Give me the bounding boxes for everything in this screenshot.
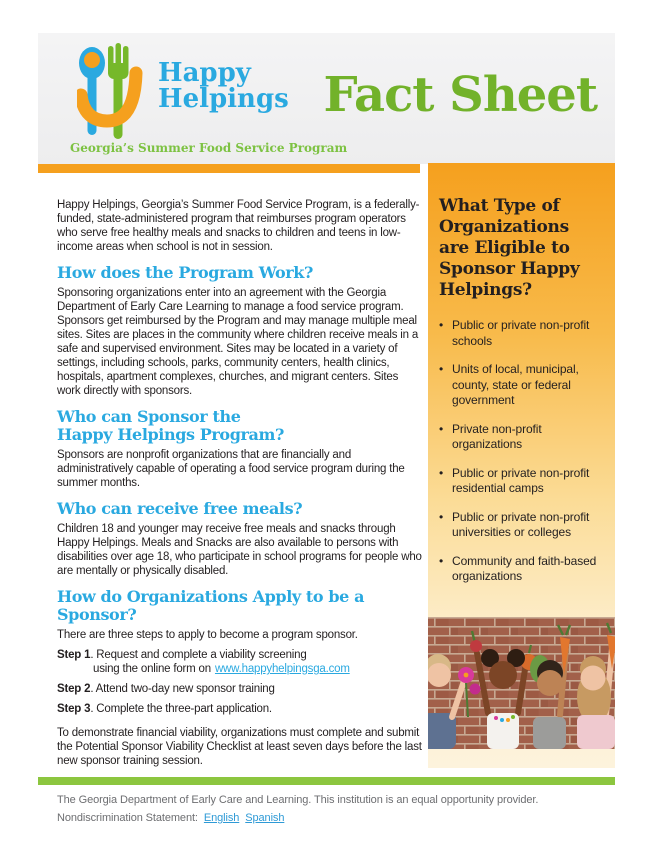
brand-name: [158, 60, 289, 112]
list-item-text: Public or private non-profit schools: [452, 318, 590, 348]
section-body-program-work: Sponsoring organizations enter into an agreement with the Georgia Department of Early Care Learning to manage a food service program. Sponsors get reimbursed by the Program and may manage multiple meal sites. Sites are places in the community where children receive meals in a safe and supervised environment. Sites may be located in a variety of settings, including schools, parks, community centers, health clinics, hospitals, apartment complexes, churches, and migrant centers. Sites work directly with sponsors.: [57, 287, 419, 397]
bullet-icon: •: [439, 421, 444, 436]
green-divider-bar: [38, 777, 615, 785]
header: [38, 33, 615, 164]
closing-paragraph: To demonstrate financial viability, organizations must complete and submit the Potential Sponsor Viability Checklist at least seven days before the last new sponsor training session.: [57, 727, 422, 767]
nondiscrimination-row: [57, 809, 597, 827]
brand-name-line1: Happy: [158, 58, 251, 88]
step-text: using the online form on: [93, 663, 211, 675]
step-label: Step 2: [57, 683, 91, 695]
footer-statement: The Georgia Department of Early Care and Learning. This institution is an equal opportunity provider.: [57, 794, 539, 806]
footer: [57, 791, 597, 827]
list-item-text: Units of local, municipal, county, state or federal government: [452, 362, 579, 407]
step-item-1-continued: [93, 662, 423, 676]
children-photo: [428, 617, 615, 749]
step-label: Step 1: [57, 649, 91, 661]
list-item: [439, 422, 605, 453]
happy-helpings-logo-icon: [77, 43, 143, 143]
step-text: . Complete the three-part application.: [90, 703, 272, 715]
bullet-icon: •: [439, 509, 444, 524]
step-text: . Request and complete a viability screening: [90, 649, 307, 661]
section-heading-who-can-sponsor: [57, 408, 423, 444]
list-item: [439, 554, 605, 585]
sidebar-heading-line: What Type of: [439, 196, 560, 216]
list-item-text: Private non-profit organizations: [452, 421, 542, 451]
step-label: Step 3: [57, 703, 91, 715]
list-item: [439, 510, 605, 541]
list-item-text: Public or private non-profit residential camps: [452, 465, 590, 495]
list-item: [439, 362, 605, 409]
main-content: [57, 173, 423, 768]
bullet-icon: •: [439, 362, 444, 376]
section-heading-free-meals: Who can receive free meals?: [57, 499, 303, 518]
section-body-free-meals: Children 18 and younger may receive free meals and snacks through Happy Helpings. Meals and Snacks are also available to persons with disabilities over age 18, who participate in school programs for people who are mentally or physically disabled.: [57, 523, 422, 577]
heading-line: Who can Sponsor the: [57, 407, 241, 426]
section-body-who-can-sponsor: Sponsors are nonprofit organizations that are financially and administratively capable of operating a food service program during the summer months.: [57, 449, 405, 489]
step-item-3: [57, 702, 423, 716]
brand-tagline: Georgia’s Summer Food Service Program: [70, 141, 348, 155]
bullet-icon: •: [439, 553, 444, 568]
sidebar: [428, 163, 615, 768]
sidebar-heading-line: Sponsor Happy: [439, 259, 580, 279]
link-spanish[interactable]: Spanish: [245, 812, 285, 824]
sidebar-heading-line: Organizations: [439, 217, 569, 237]
list-item-text: Community and faith-based organizations: [452, 553, 597, 583]
list-item: [439, 466, 605, 497]
eligible-organizations-list: [428, 318, 615, 585]
sidebar-heading: [428, 163, 615, 301]
link-english[interactable]: English: [203, 812, 240, 824]
brand-name-line2: Helpings: [158, 84, 289, 114]
website-link[interactable]: www.happyhelpingsga.com: [214, 663, 350, 675]
bullet-icon: •: [439, 465, 444, 480]
section-heading-program-work: How does the Program Work?: [57, 263, 313, 282]
heading-line: Happy Helpings Program?: [57, 425, 284, 444]
sidebar-heading-line: are Eligible to: [439, 238, 570, 258]
intro-paragraph: Happy Helpings, Georgia’s Summer Food Service Program, is a federally-funded, state-administered program that reimburses program operators who serve free healthy meals and snacks to children and teens in low-income areas when school is not in session.: [57, 199, 420, 253]
bullet-icon: •: [439, 318, 444, 332]
sidebar-heading-line: Helpings?: [439, 280, 532, 300]
section-body-apply: There are three steps to apply to become a program sponsor.: [57, 629, 358, 641]
step-text: . Attend two-day new sponsor training: [90, 683, 275, 695]
section-heading-apply: How do Organizations Apply to be a Sponsor?: [57, 587, 365, 624]
document-title: Fact Sheet: [323, 67, 597, 123]
step-item-1: [57, 648, 423, 662]
step-item-2: [57, 682, 423, 696]
list-item: [439, 318, 605, 349]
orange-divider-bar: [38, 164, 420, 173]
nondiscrimination-label: Nondiscrimination Statement:: [57, 812, 198, 824]
list-item-text: Public or private non-profit universities or colleges: [452, 509, 590, 539]
